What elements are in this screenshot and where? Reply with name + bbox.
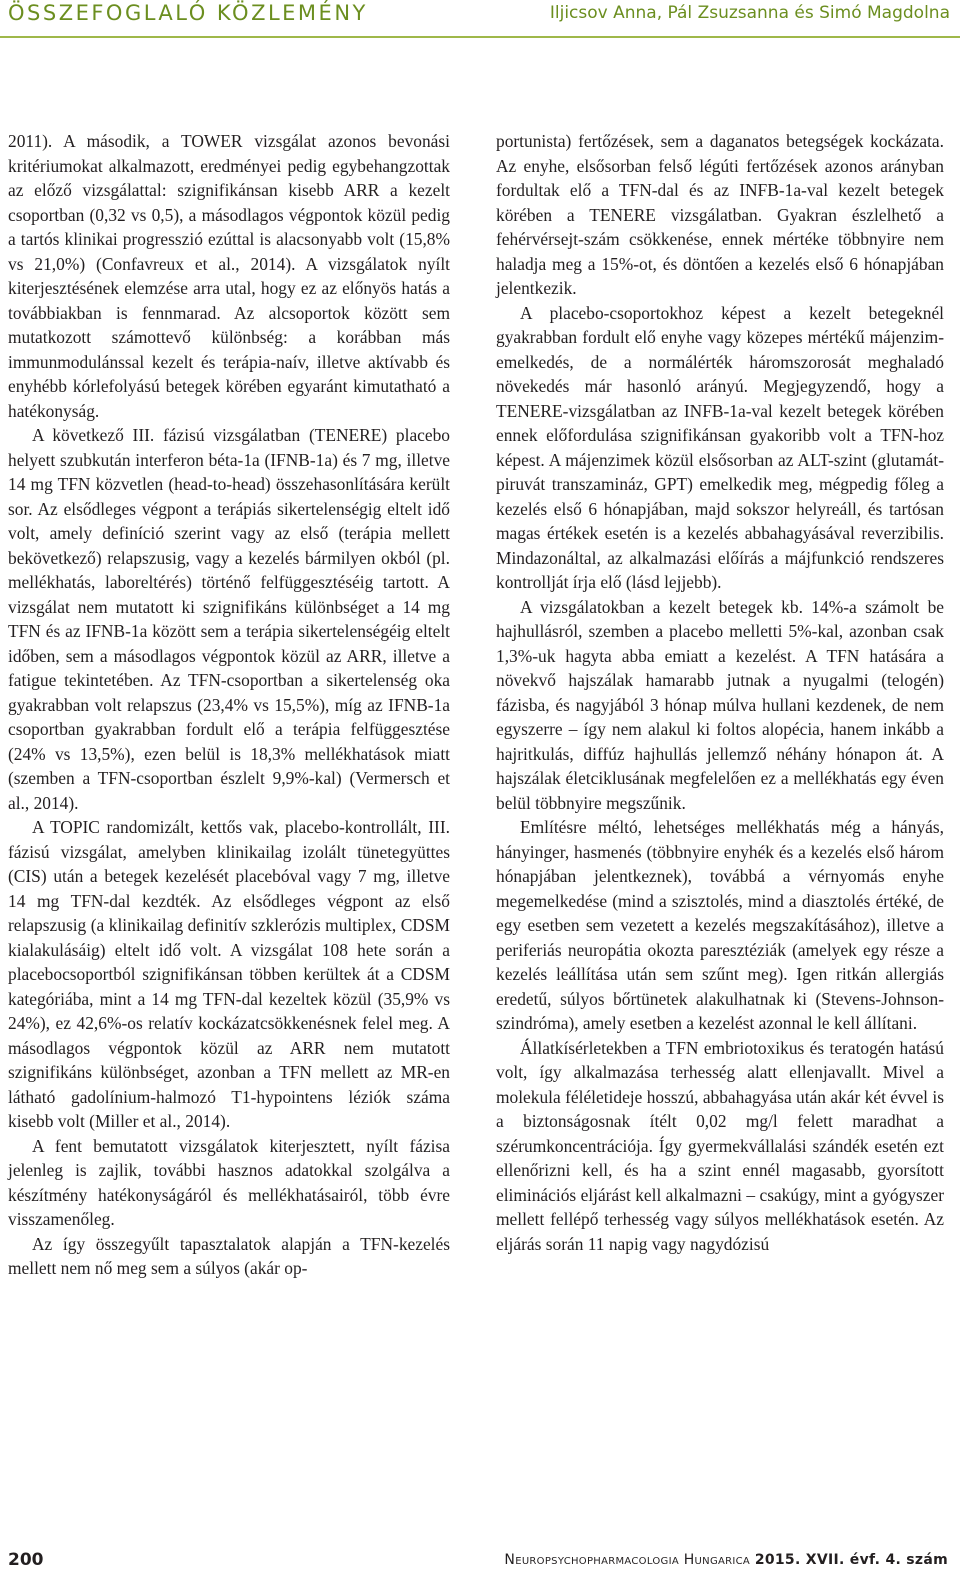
paragraph: 2011). A második, a TOWER vizsgálat azonos bevonási kritériumokat alkalmazott, eredményei pedig egybehangzottak az előző vizsgálattal: szignifikánsan kisebb ARR a kezelt csoportban (0,32 vs 0,5), a másodlagos végpontok közül pedig a tartós klinikai progresszió ezúttal is alacsonyabb volt (15,8% vs 21,0%) (Confavreux et al., 2014). A vizsgálatok nyílt kiterjesztésének elemzése arra utal, hogy ez az előnyös hatás a továbbiakban is fennmarad. Az alcsoportok között sem mutatkozott számottevő különbség: a korábban más immunmodulánssal kezelt és terápia-naív, illetve aktívabb és enyhébb kórlefolyású betegek körében egyaránt kimutatható a hatékonyság. bbox=[8, 131, 450, 421]
paragraph: Az így összegyűlt tapasztalatok alapján a TFN-kezelés mellett nem nő meg sem a súlyos (akár op- bbox=[8, 1233, 450, 1278]
paragraph: A TOPIC randomizált, kettős vak, placebo-kontrollált, III. fázisú vizsgálat, amelyben klinikailag izolált tünetegyüttes (CIS) után a betegek kezelését placebóval vagy 7 mg, illetve 14 mg TFN-dal kezdték. Az elsődleges végpont az első relapszusig (a klinikailag definitív szklerózis multiplex, CDSM kialakulásáig) eltelt idő volt. A vizsgálat 108 hete során a placebocsoportból szignifikánsan többen kerültek át a CDSM kategóriába, mint a 14 mg TFN-dal kezeltek közül (35,9% vs 24%), ez 42,6%-os relatív kockázatcsökkenésnek felel meg. A másodlagos végpontok közül az ARR nem mutatott szignifikáns különbséget, azonban a TFN mellett az MR-en látható gadolínium-halmozó T1-hypointens léziók száma kisebb volt (Miller et al., 2014). bbox=[8, 817, 450, 1131]
journal-name: Neuropsychopharmacologia Hungarica bbox=[504, 1552, 755, 1568]
paragraph: A placebo-csoportokhoz képest a kezelt betegeknél gyakrabban fordult elő enyhe vagy közepes mértékű májenzim-emelkedés, de a normálérték háromszorosát meghaladó növekedés már hasonló arányú. Megjegyzendő, hogy a TENERE-vizsgálatban az INFB-1a-val kezelt betegek körében ennek előfordulása szignifikánsan gyakoribb volt a TFN-hoz képest. A májenzimek közül elsősorban az ALT-szint (glutamát-piruvát transzamináz, GPT) emelkedik meg, mégpedig főleg a kezelés első 6 hónapjában, majd sokszor helyreáll, és tartósan magas értékek esetén is a kezelés abbahagyásával reverzibilis. Mindazonáltal, az alkalmazási előírás a májfunkció rendszeres kontrollját írja elő (lásd lejjebb). bbox=[496, 302, 944, 592]
section-title: ÖSSZEFOGLALÓ KÖZLEMÉNY bbox=[8, 1, 368, 25]
journal-issue: 2015. XVII. évf. 4. szám bbox=[754, 1552, 948, 1568]
paragraph: A fent bemutatott vizsgálatok kiterjesztett, nyílt fázisa jelenleg is zajlik, további hasznos adatokkal szolgálva a készítmény hatékonyságáról és mellékhatásairól, több évre visszamenőleg. bbox=[8, 1135, 450, 1229]
page-number: 200 bbox=[8, 1550, 44, 1570]
paragraph: A következő III. fázisú vizsgálatban (TENERE) placebo helyett szubkután interferon béta-1a (IFNB-1a) és 7 mg, illetve 14 mg TFN közvetlen (head-to-head) összehasonlítására került sor. Az elsődleges végpont a terápiás sikertelenségig eltelt idő volt, amely definíció szerint vagy az első (terápia mellett bekövetkező) relapszusig, vagy a kezelés bármilyen okból (pl. mellékhatás, laboreltérés) történő felfüggesztéséig tartott. A vizsgálat nem mutatott ki szignifikáns különbséget a 14 mg TFN és az IFNB-1a között sem a terápia sikertelenségéig eltelt időben, sem a másodlagos végpontok közül az ARR, illetve a fatigue tekintetében. Az TFN-csoportban a sikertelenség oka gyakrabban volt relapszus (23,4% vs 15,5%), míg az IFNB-1a csoportban gyakrabban fordult elő a terápia felfüggesztése (24% vs 13,5%), ezen belül is 18,3% mellékhatások miatt (szemben a TFN-csoportban észlelt 9,9%-kal) (Vermersch et al., 2014). bbox=[8, 425, 450, 813]
authors: Iljicsov Anna, Pál Zsuzsanna és Simó Magdolna bbox=[549, 3, 950, 23]
paragraph: portunista) fertőzések, sem a daganatos betegségek kockázata. Az enyhe, elsősorban felső légúti fertőzések azonos arányban fordultak elő a TFN-dal és az INFB-1a-val kezelt betegek körében a TENERE vizsgálatban. Gyakran észlelhető a fehérvérsejt-szám csökkenése, ennek mértéke többnyire nem haladja meg a 15%-ot, és döntően a kezelés első 6 hónapjában jelentkezik. bbox=[496, 131, 944, 298]
paragraph: Említésre méltó, lehetséges mellékhatás még a hányás, hányinger, hasmenés (többnyire enyhék és a kezelés első három hónapjában jelentkeznek), továbbá a vérnyomás enyhe megemelkedése (mind a szisztolés, mind a diasztolés értéké, de egy esetben sem vezetett a kezelés megszakításához), illetve a periferiás neuropátia okozta paresztéziák (amelyek egy része a kezelés leállítása után sem szűnt meg). Igen ritkán allergiás eredetű, súlyos bőrtünetek alakulhatnak ki (Stevens-Johnson-szindróma), amely esetben a kezelést azonnal le kell állítani. bbox=[496, 817, 944, 1033]
journal-citation bbox=[504, 1552, 948, 1568]
right-column bbox=[496, 129, 944, 1256]
paragraph: A vizsgálatokban a kezelt betegek kb. 14%-a számolt be hajhullásról, szemben a placebo melletti 5%-kal, azonban csak 1,3%-uk hagyta abba emiatt a kezelést. A TFN hatására a növekvő hajszálak hamarabb jutnak a nyugalmi (telogén) fázisba, és nagyjából 3 hónap múlva hullani kezdenek, de nem egyszerre – így nem alakul ki foltos alopécia, hanem inkább a hajritkulás, diffúz hajhullás jellemző néhány hónapon át. A hajszálak életciklusának megfelelően ez a mellékhatás egy éven belül többnyire megszűnik. bbox=[496, 596, 944, 813]
paragraph: Állatkísérletekben a TFN embriotoxikus és teratogén hatású volt, így alkalmazása terhesség alatt ellenjavallt. Mivel a molekula féléletideje hosszú, abbahagyása után akár két évvel is a biztonságosnak ítélt 0,02 mg/l felett maradhat a szérumkoncentrációja. Így gyermekvállalási szándék esetén ezt ellenőrizni kell, és ha a szint ennél magasabb, gyorsított eliminációs eljárást kell alkalmazni – csakúgy, mint a gyógyszer mellett fellépő terhesség vagy súlyos mellékhatások esetén. Az eljárás során 11 napig vagy nagydózisú bbox=[496, 1037, 944, 1254]
left-column bbox=[8, 129, 450, 1281]
header-divider bbox=[0, 36, 960, 38]
